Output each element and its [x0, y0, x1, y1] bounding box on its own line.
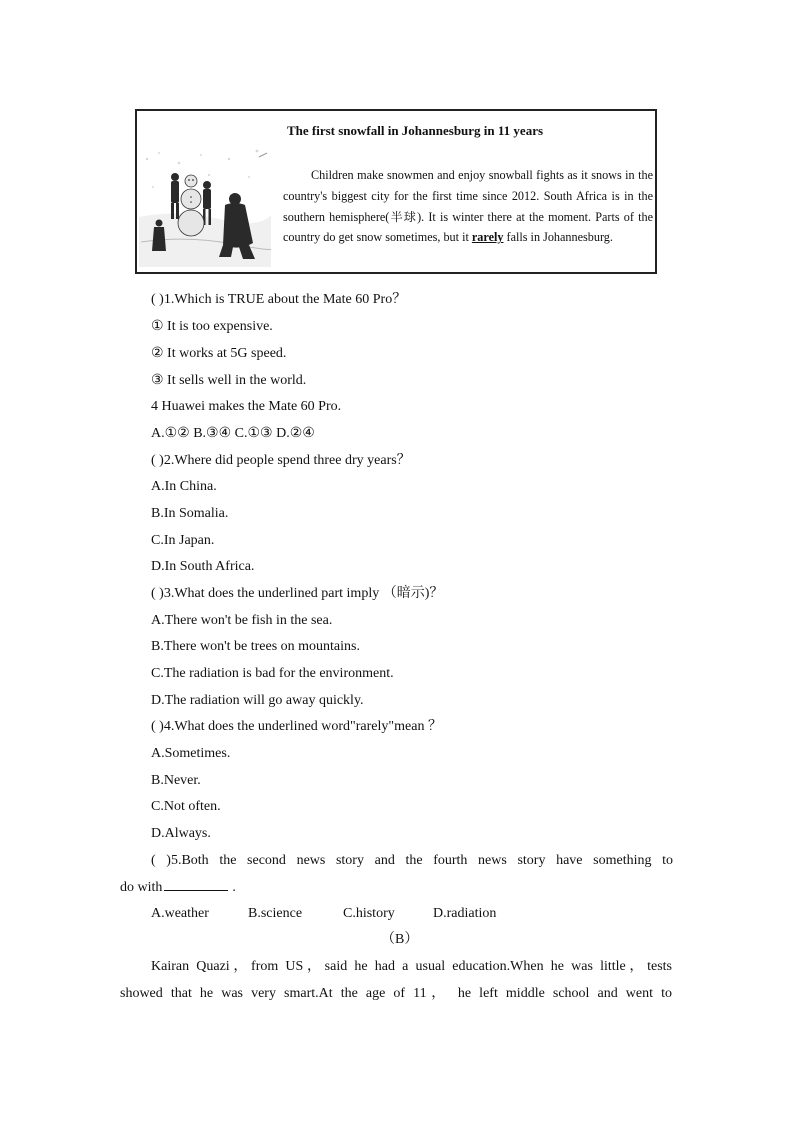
news-body: [283, 165, 653, 248]
q5-option-d: D.radiation: [433, 906, 497, 921]
q5-options: [151, 905, 496, 923]
q2-option-a: A.In China.: [151, 479, 217, 494]
q4-option-a: A.Sometimes.: [151, 746, 231, 761]
q1-stem: ( )1.Which is TRUE about the Mate 60 Pro？: [151, 292, 407, 307]
q2-option-b: B.In Somalia.: [151, 506, 229, 521]
news-body-text: Children make snowmen and enjoy snowball fights as it snows in the country's biggest city for the first time since 2012. South Africa is in the southern hemisphere(半球). It is winter there at the moment. Parts of the country do get snow sometimes, but it: [283, 168, 653, 245]
q4-option-d: D.Always.: [151, 826, 211, 841]
q5-option-c: C.history: [343, 906, 395, 921]
news-body-end: falls in Johannesburg.: [506, 230, 613, 245]
q2-stem: ( )2.Where did people spend three dry years？: [151, 453, 411, 468]
underlined-word-rarely: rarely: [471, 230, 504, 245]
q1-options: A.①② B.③④ C.①③ D.②④: [151, 426, 315, 441]
answer-blank[interactable]: [164, 878, 228, 891]
snow-children-photo: [139, 147, 271, 267]
section-b-label: （B）: [381, 932, 419, 947]
q5-stem-cont-text: do with: [120, 880, 163, 895]
q3-option-d: D.The radiation will go away quickly.: [151, 693, 364, 708]
q4-stem: ( )4.What does the underlined word"rarely"mean ？: [151, 719, 442, 734]
q5-stem-end: .: [232, 880, 236, 895]
news-title: The first snowfall in Johannesburg in 11 years: [286, 123, 544, 138]
q4-option-c: C.Not often.: [151, 799, 221, 814]
q1-item-4: 4 Huawei makes the Mate 60 Pro.: [151, 399, 342, 414]
q2-option-c: C.In Japan.: [151, 533, 215, 548]
q1-item-1: ① It is too expensive.: [151, 319, 273, 334]
q3-option-a: A.There won't be fish in the sea.: [151, 613, 333, 628]
q5-stem-continued: [120, 878, 236, 897]
q1-item-2: ② It works at 5G speed.: [151, 346, 287, 361]
news-clipping: [135, 109, 657, 274]
q3-stem: ( )3.What does the underlined part imply （暗示)？: [151, 586, 444, 601]
q3-option-b: B.There won't be trees on mountains.: [151, 639, 360, 654]
q2-option-d: D.In South Africa.: [151, 559, 255, 574]
q5-stem: ( )5.Both the second news story and the fourth news story have something to: [151, 853, 673, 868]
q5-option-a: A.weather: [151, 906, 209, 921]
q5-option-b: B.science: [248, 906, 303, 921]
section-b-line-2: showed that he was very smart.At the age of 11， he left middle school and went to: [120, 986, 672, 1001]
q1-item-3: ③ It sells well in the world.: [151, 373, 307, 388]
q3-option-c: C.The radiation is bad for the environment.: [151, 666, 394, 681]
section-b-line-1: Kairan Quazi，from US，said he had a usual education.When he was little，tests: [151, 959, 672, 974]
q4-option-b: B.Never.: [151, 773, 201, 788]
